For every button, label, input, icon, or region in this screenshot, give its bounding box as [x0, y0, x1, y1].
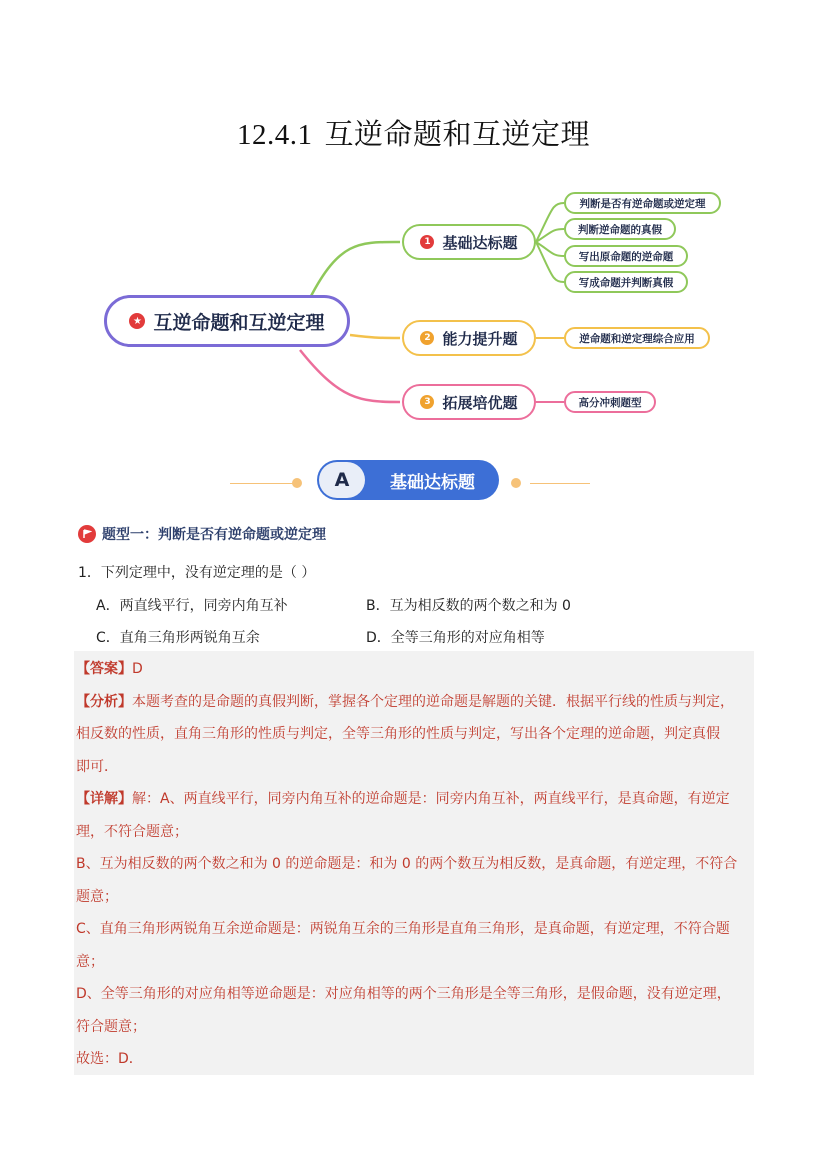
- mind-map-root: [104, 295, 350, 347]
- detail-line-6: 意；: [76, 954, 104, 970]
- mind-map-leaf-2-1: 逆命题和逆定理综合应用: [564, 327, 710, 349]
- section-letter: A: [319, 462, 365, 498]
- mind-map-leaf-3-1: 高分冲刺题型: [564, 391, 656, 413]
- branch-1-label: 基础达标题: [442, 233, 518, 252]
- connector-leaf-1-1: [536, 203, 564, 242]
- connector-branch-1: [310, 242, 400, 298]
- detail-line-3: B、互为相反数的两个数之和为 0 的逆命题是：和为 0 的两个数互为相反数，是真命题，有逆定理，不符合: [76, 856, 738, 872]
- conclusion-line: 故选：D．: [76, 1051, 143, 1067]
- flag-icon: [78, 525, 96, 543]
- question-type-heading: [78, 524, 326, 544]
- detail-line-7: D、全等三角形的对应角相等逆命题是：对应角相等的两个三角形是全等三角形，是假命题，没有逆定理，: [76, 986, 731, 1002]
- detail-line-5: C、直角三角形两锐角互余逆命题是：两锐角互余的三角形是直角三角形，是真命题，有逆定理，不符合题: [76, 921, 730, 937]
- mind-map: [0, 180, 827, 430]
- branch-3-label: 拓展培优题: [442, 393, 518, 412]
- mind-map-leaf-1-2: 判断逆命题的真假: [564, 218, 676, 240]
- mind-map-leaf-1-4: 写成命题并判断真假: [564, 271, 688, 293]
- option-d: D．全等三角形的对应角相等: [366, 630, 545, 646]
- connector-leaf-1-4: [536, 242, 564, 282]
- connector-branch-3: [300, 350, 400, 402]
- banner-dot-right: [511, 478, 521, 488]
- banner-line-right: [530, 483, 590, 484]
- option-a: A．两直线平行，同旁内角互补: [96, 598, 288, 614]
- detail-line-2: 理，不符合题意；: [76, 824, 188, 840]
- mind-map-root-label: 互逆命题和互逆定理: [153, 311, 325, 334]
- analysis-line-1: [76, 692, 752, 712]
- option-c: C．直角三角形两锐角互余: [96, 630, 260, 646]
- mind-map-leaf-1-1: 判断是否有逆命题或逆定理: [564, 192, 721, 214]
- detail-line-1: [76, 789, 752, 809]
- connector-branch-2: [350, 335, 400, 338]
- answer-line: [76, 659, 752, 679]
- banner-line-left: [230, 483, 300, 484]
- title-text: 互逆命题和互逆定理: [324, 117, 590, 151]
- section-banner: [230, 460, 590, 500]
- mind-map-leaf-1-3: 写出原命题的逆命题: [564, 245, 688, 267]
- detail-line-4: 题意；: [76, 889, 118, 905]
- question-stem: 1．下列定理中，没有逆定理的是（ ）: [78, 565, 316, 581]
- analysis-text-1: 本题考查的是命题的真假判断，掌握各个定理的逆命题是解题的关键．根据平行线的性质与判定，: [132, 694, 734, 710]
- branch-2-label: 能力提升题: [442, 329, 518, 348]
- title-number: 12.4.1: [236, 119, 313, 151]
- analysis-line-2: 相反数的性质，直角三角形的性质与判定，全等三角形的性质与判定，写出各个定理的逆命题，判定真假: [76, 726, 720, 742]
- detail-line-8: 符合题意；: [76, 1019, 146, 1035]
- banner-dot-left: [292, 478, 302, 488]
- answer-value: D: [132, 661, 143, 677]
- mind-map-branch-2: [402, 320, 536, 356]
- detail-tag: 【详解】: [76, 791, 132, 807]
- answer-tag: 【答案】: [76, 661, 132, 677]
- analysis-tag: 【分析】: [76, 694, 132, 710]
- section-label: 基础达标题: [390, 472, 475, 493]
- number-1-icon: 1: [420, 235, 434, 249]
- detail-text-1: 解：A、两直线平行，同旁内角互补的逆命题是：同旁内角互补，两直线平行，是真命题，有逆定: [132, 791, 730, 807]
- option-b: B．互为相反数的两个数之和为 0: [366, 598, 571, 614]
- mind-map-branch-3: [402, 384, 536, 420]
- question-type-label: 题型一：判断是否有逆命题或逆定理: [102, 527, 326, 543]
- page-title: [0, 112, 827, 153]
- number-3-icon: 3: [420, 395, 434, 409]
- analysis-line-3: 即可．: [76, 759, 118, 775]
- star-icon: ★: [129, 313, 145, 329]
- number-2-icon: 2: [420, 331, 434, 345]
- mind-map-branch-1: [402, 224, 536, 260]
